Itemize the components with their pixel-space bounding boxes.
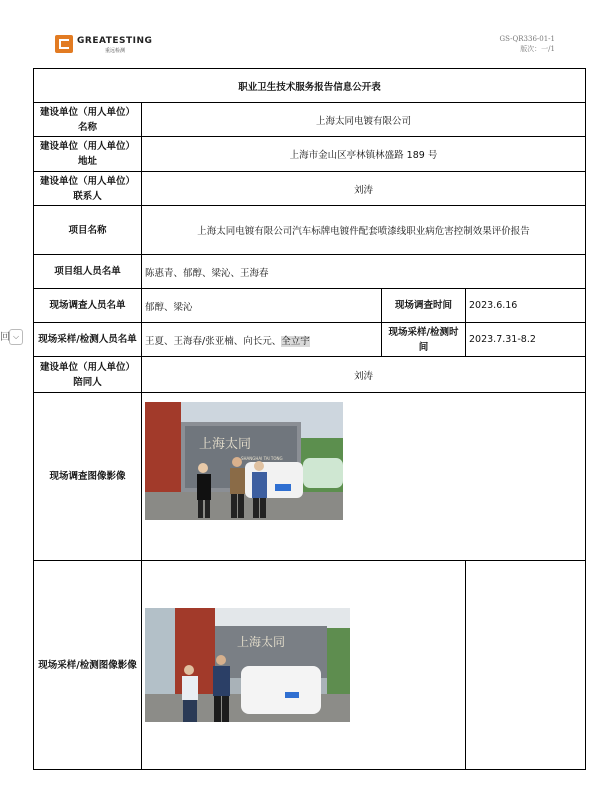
company-logo (55, 35, 165, 57)
survey-photo (145, 402, 343, 520)
sampling-staff-part-a: 王夏、王海春/张亚楠、向长元、 (145, 335, 282, 347)
document-code-number: GS-QR336-01-1 (499, 35, 555, 43)
escort-label: 建设单位（用人单位）陪同人 (34, 357, 142, 393)
survey-image-cell (142, 393, 586, 561)
photo-sign-text: 上海太同 (199, 436, 252, 452)
sampling-image-empty-cell (466, 561, 586, 770)
contact-value: 刘涛 (142, 172, 586, 206)
info-disclosure-table (33, 68, 586, 770)
project-value: 上海太同电镀有限公司汽车标牌电镀件配套喷漆线职业病危害控制效果评价报告 (142, 206, 586, 255)
unit-address-value: 上海市金山区亭林镇林盛路 189 号 (142, 137, 586, 172)
side-mark-glyph: 回 (0, 332, 10, 343)
survey-image-label: 现场调查图像影像 (34, 393, 142, 561)
logo-subtitle: 重远检测 (105, 48, 126, 54)
photo-sign-text-2: 上海太同 (237, 635, 286, 649)
survey-time-label: 现场调查时间 (382, 289, 466, 323)
contact-label: 建设单位（用人单位）联系人 (34, 172, 142, 206)
logo-mark-icon (55, 35, 73, 53)
sampling-time-value: 2023.7.31-8.2 (466, 323, 586, 357)
escort-value: 刘涛 (142, 357, 586, 393)
sampling-staff-value (142, 323, 382, 357)
team-label: 项目组人员名单 (34, 255, 142, 289)
logo-name: GREATESTING (77, 36, 153, 46)
document-version: 版次：一/1 (520, 45, 555, 53)
survey-time-value: 2023.6.16 (466, 289, 586, 323)
chevron-down-icon[interactable]: ⌵ (9, 329, 23, 345)
sampling-image-label: 现场采样/检测图像影像 (34, 561, 142, 770)
sampling-image-cell (142, 561, 466, 770)
sampling-staff-label: 现场采样/检测人员名单 (34, 323, 142, 357)
survey-staff-label: 现场调查人员名单 (34, 289, 142, 323)
side-control[interactable] (0, 328, 20, 346)
unit-name-label: 建设单位（用人单位）名称 (34, 103, 142, 137)
sampling-time-label: 现场采样/检测时间 (382, 323, 466, 357)
sampling-staff-highlighted[interactable]: 全立宇 (281, 335, 310, 347)
sampling-photo (145, 608, 350, 722)
unit-address-label: 建设单位（用人单位）地址 (34, 137, 142, 172)
project-label: 项目名称 (34, 206, 142, 255)
form-title: 职业卫生技术服务报告信息公开表 (34, 69, 586, 103)
team-value: 陈惠青、郁醇、梁沁、王海春 (142, 255, 586, 289)
unit-name-value: 上海太同电镀有限公司 (142, 103, 586, 137)
document-code (500, 34, 555, 54)
survey-staff-value: 郁醇、梁沁 (142, 289, 382, 323)
photo-sign-subtext: SHANGHAI TAI TONG (241, 455, 283, 461)
